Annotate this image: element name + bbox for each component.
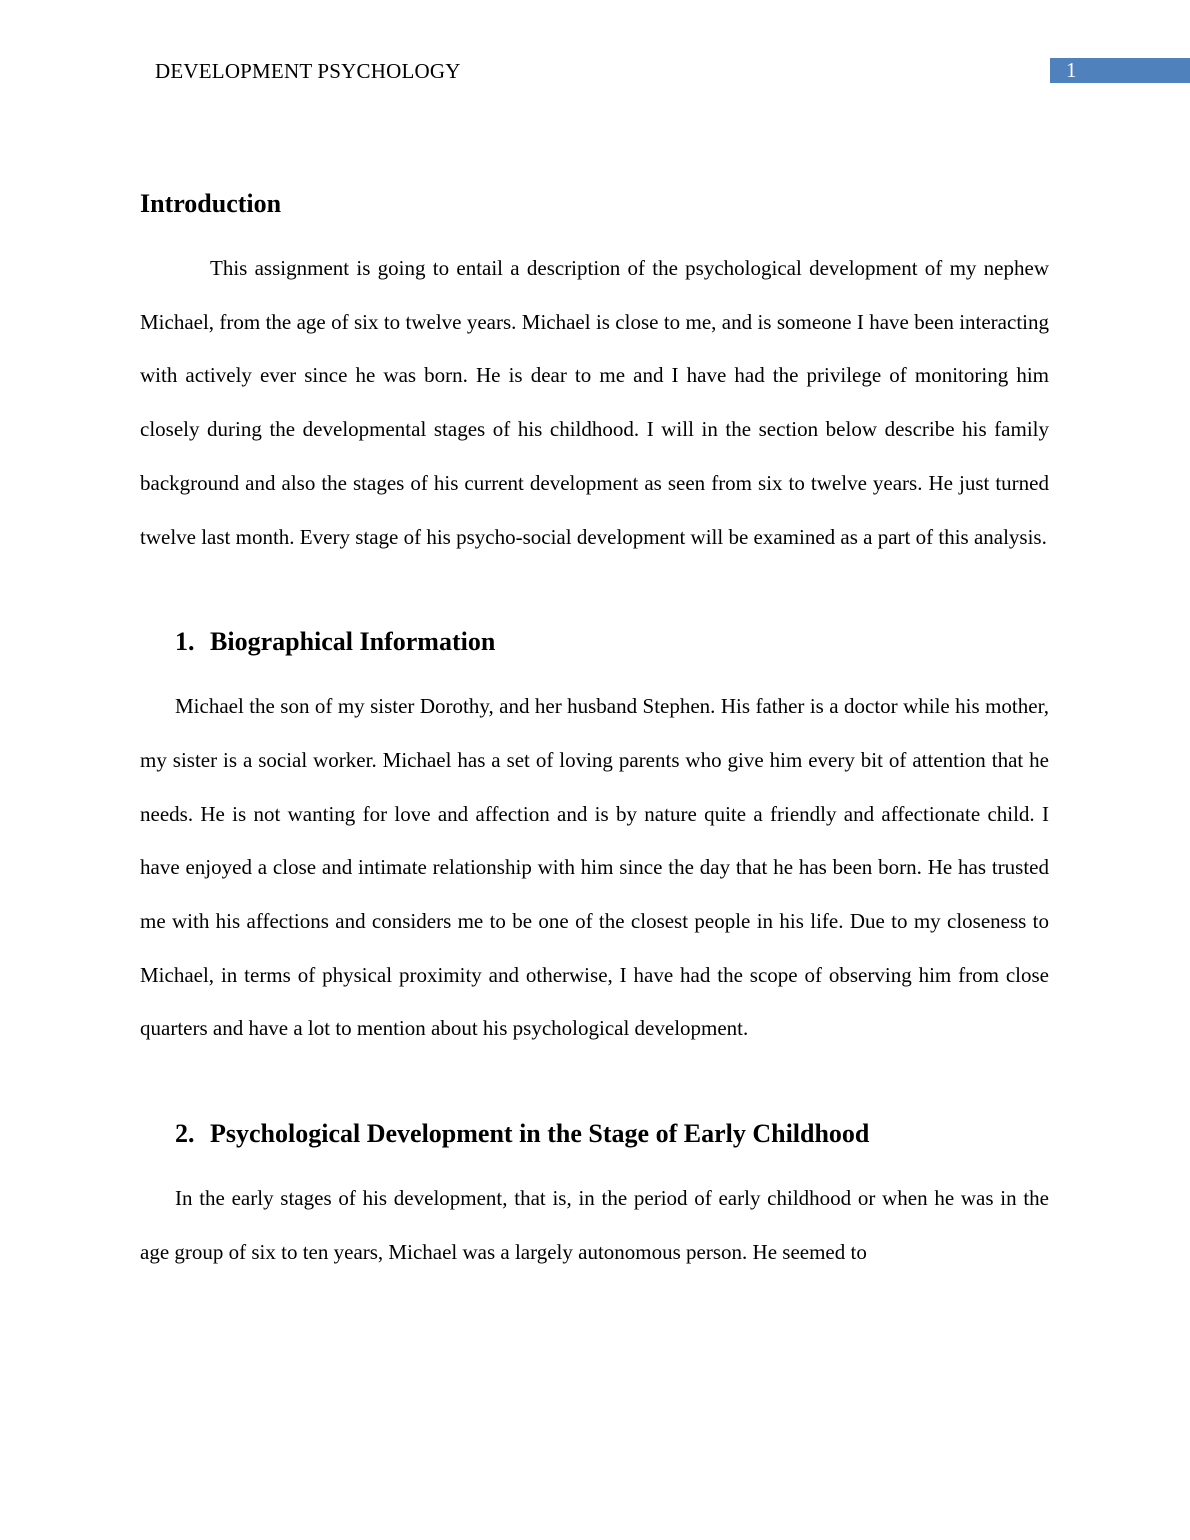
section-spacer xyxy=(140,564,1049,620)
document-body xyxy=(140,182,1049,1280)
page-number-bar xyxy=(1050,58,1190,83)
section-1-paragraph: Michael the son of my sister Dorothy, and her husband Stephen. His father is a doctor while his mother, my sister is a social worker. Michael has a set of loving parents who give him every bit of attention that he needs. He is not wanting for love and affection and is by nature quite a friendly and affectionate child. I have enjoyed a close and intimate relationship with him since the day that he has been born. He has trusted me with his affections and considers me to be one of the closest people in his life. Due to my closeness to Michael, in terms of physical proximity and otherwise, I have had the scope of observing him from close quarters and have a lot to mention about his psychological development. xyxy=(140,694,1049,1041)
introduction-paragraph: This assignment is going to entail a description of the psychological development of my nephew Michael, from the age of six to twelve years. Michael is close to me, and is someone I have been interacting with actively ever since he was born. He is dear to me and I have had the privilege of monitoring him closely during the developmental stages of his childhood. I will in the section below describe his family background and also the stages of his current development as seen from six to twelve years. He just turned twelve last month. Every stage of his psycho-social development will be examined as a part of this analysis. xyxy=(140,256,1049,549)
section-2-number: 2. xyxy=(175,1119,195,1149)
running-head: DEVELOPMENT PSYCHOLOGY xyxy=(155,59,461,83)
section-2-heading xyxy=(140,1112,1049,1156)
section-1-title: Biographical Information xyxy=(210,627,496,657)
page-number: 1 xyxy=(1066,58,1077,82)
section-1-number: 1. xyxy=(175,627,195,657)
section-2-paragraph: In the early stages of his development, that is, in the period of early childhood or when he was in the age group of six to ten years, Michael was a largely autonomous person. He seemed to xyxy=(140,1186,1049,1264)
section-spacer xyxy=(140,1056,1049,1112)
introduction-heading: Introduction xyxy=(140,189,282,218)
section-1-heading xyxy=(140,620,1049,664)
section-2-title: Psychological Development in the Stage of Early Childhood xyxy=(210,1119,870,1149)
